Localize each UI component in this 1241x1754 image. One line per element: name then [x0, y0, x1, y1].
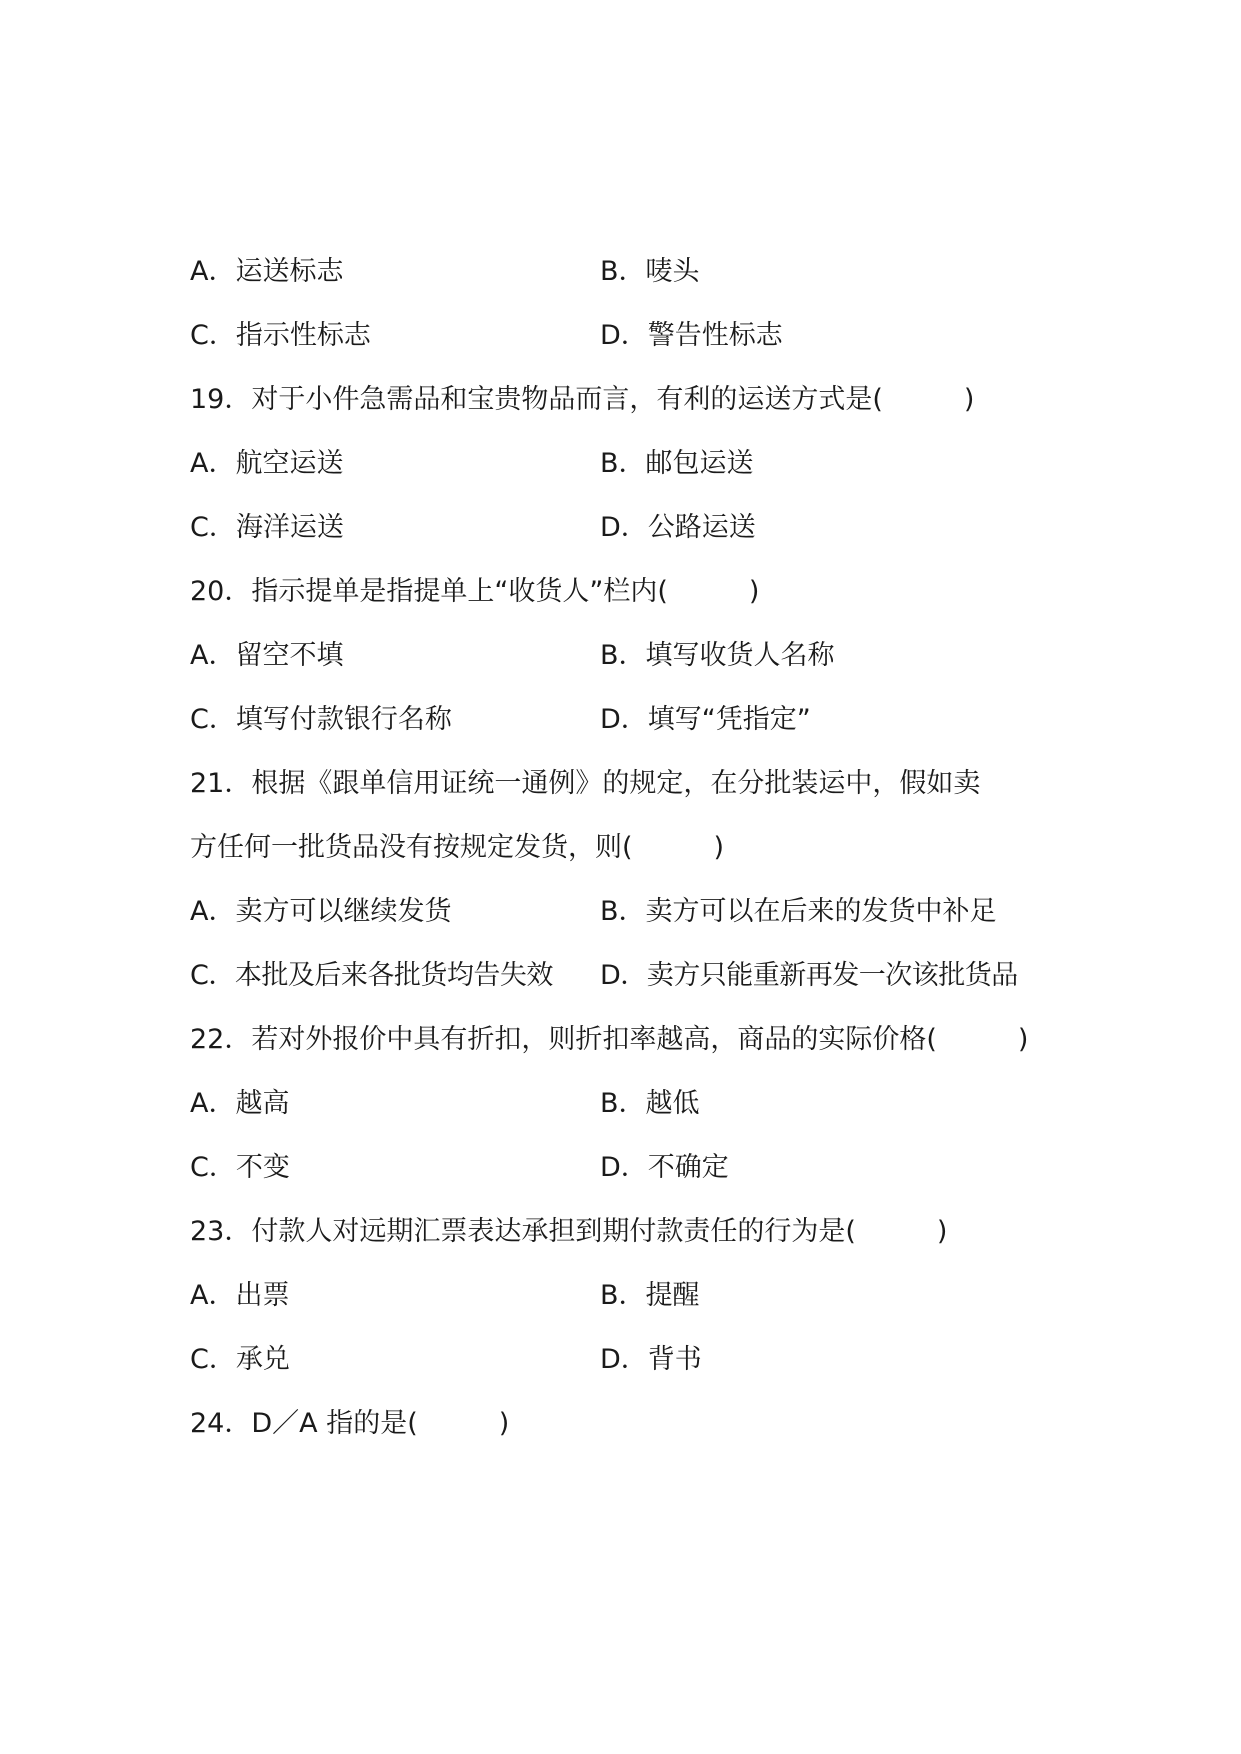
- question-19-option-b: B．邮包运送: [600, 448, 754, 479]
- question-23-stem: 23．付款人对远期汇票表达承担到期付款责任的行为是( ): [190, 1216, 948, 1247]
- question-23-option-c: C．承兑: [190, 1344, 290, 1375]
- question-22-option-c: C．不变: [190, 1152, 290, 1183]
- question-20-stem: 20．指示提单是指提单上“收货人”栏内( ): [190, 576, 760, 607]
- question-20-option-a: A．留空不填: [190, 640, 344, 671]
- question-19-option-c: C．海洋运送: [190, 512, 344, 543]
- prev-option-b: B．唛头: [600, 256, 700, 287]
- question-21-stem-continued: 方任何一批货品没有按规定发货，则( ): [190, 832, 725, 863]
- question-20-option-b: B．填写收货人名称: [600, 640, 835, 671]
- question-20-option-c: C．填写付款银行名称: [190, 704, 452, 735]
- question-19-option-a: A．航空运送: [190, 448, 344, 479]
- question-19-option-d: D．公路运送: [600, 512, 756, 543]
- question-21-option-b: B．卖方可以在后来的发货中补足: [600, 896, 997, 927]
- prev-option-d: D．警告性标志: [600, 320, 783, 351]
- question-22-option-d: D．不确定: [600, 1152, 729, 1183]
- question-21-option-c: C．本批及后来各批货均告失效: [190, 960, 553, 991]
- question-22-option-b: B．越低: [600, 1088, 700, 1119]
- prev-option-a: A．运送标志: [190, 256, 344, 287]
- question-23-option-a: A．出票: [190, 1280, 290, 1311]
- question-21-stem: 21．根据《跟单信用证统一通例》的规定，在分批装运中，假如卖: [190, 768, 981, 799]
- question-23-option-b: B．提醒: [600, 1280, 700, 1311]
- prev-option-c: C．指示性标志: [190, 320, 371, 351]
- question-19-stem: 19．对于小件急需品和宝贵物品而言，有利的运送方式是( ): [190, 384, 975, 415]
- question-24-stem: 24．D／A 指的是( ): [190, 1408, 510, 1439]
- question-20-option-d: D．填写“凭指定”: [600, 704, 811, 735]
- question-22-stem: 22．若对外报价中具有折扣，则折扣率越高，商品的实际价格( ): [190, 1024, 1029, 1055]
- question-22-option-a: A．越高: [190, 1088, 290, 1119]
- question-21-option-d: D．卖方只能重新再发一次该批货品: [600, 960, 1018, 991]
- question-21-option-a: A．卖方可以继续发货: [190, 896, 452, 927]
- question-23-option-d: D．背书: [600, 1344, 702, 1375]
